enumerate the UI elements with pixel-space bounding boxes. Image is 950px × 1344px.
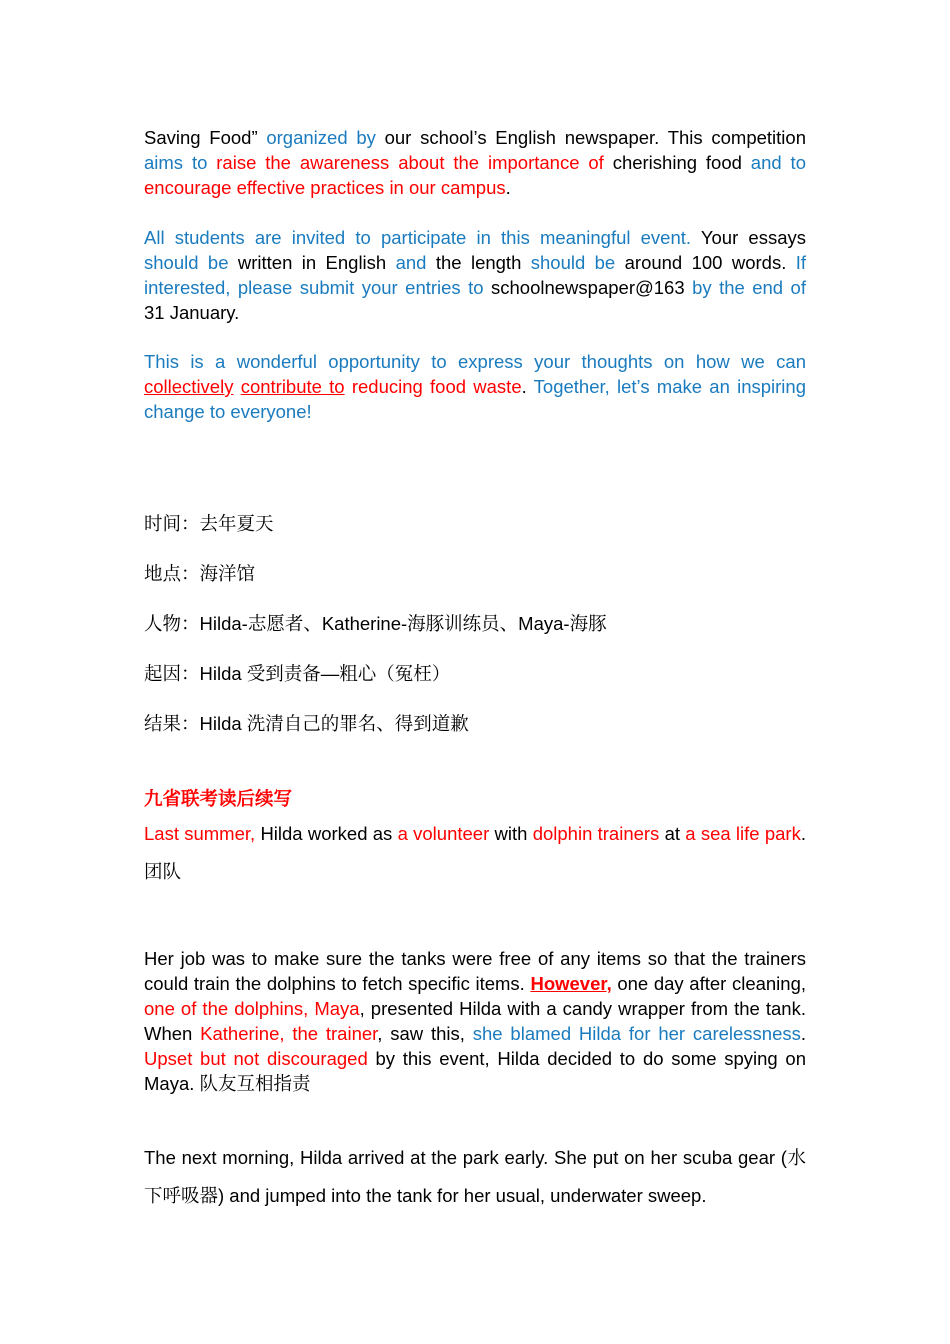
text-span: , saw this,: [377, 1023, 465, 1044]
highlight-blue: should be: [521, 252, 616, 273]
outline-cause: 起因：Hilda 受到责备—粗心（冤枉）: [144, 663, 451, 684]
highlight-blue: she blamed Hilda for her carelessness: [464, 1023, 801, 1044]
text-span: Your essays: [691, 227, 806, 248]
highlight-red: Katherine, the trainer: [192, 1023, 378, 1044]
highlight-blue: should be: [144, 252, 229, 273]
highlight-red: encourage effective practices in our campus: [144, 177, 506, 198]
story-body-paragraph: [144, 946, 806, 1096]
text-span: cherishing food: [603, 152, 742, 173]
highlight-red: Upset but not discouraged: [144, 1048, 368, 1069]
participation-paragraph: [144, 225, 806, 325]
outline-place: 地点：海洋馆: [144, 563, 256, 584]
text-span: Hilda worked as: [255, 823, 393, 844]
highlight-red: dolphin trainers: [527, 823, 660, 844]
outline-time: 时间：去年夏天: [144, 513, 274, 534]
section-heading: 九省联考读后续写: [144, 788, 293, 809]
text-span: , presented Hilda with a candy wrapper from the tank. When: [144, 998, 806, 1044]
highlight-blue: and to: [741, 152, 806, 173]
underlined-red: collectively: [144, 376, 234, 397]
text-span: .: [505, 177, 511, 198]
text-span: around 100 words.: [615, 252, 787, 273]
highlight-blue: organized by: [257, 127, 376, 148]
text-span: 31 January.: [144, 302, 240, 323]
outline-result: 结果：Hilda 洗清自己的罪名、得到道歉: [144, 713, 469, 734]
highlight-blue: by the end of: [684, 277, 806, 298]
text-span: .: [800, 1023, 807, 1044]
highlight-blue: All students are invited to participate in this meaningful event.: [144, 227, 692, 248]
story-next-morning-paragraph: [144, 1139, 806, 1215]
highlight-blue: aims to: [144, 152, 208, 173]
text-span: written in English: [228, 252, 387, 273]
text-span: Saving Food”: [144, 127, 258, 148]
highlight-blue: and: [386, 252, 427, 273]
text-span: . 团队: [144, 823, 806, 882]
text-span: by this event, Hilda decided to do some spying on Maya. 队友互相指责: [144, 1048, 806, 1094]
competition-paragraph: [144, 125, 806, 200]
outline-people: 人物：Hilda-志愿者、Katherine-海豚训练员、Maya-海豚: [144, 613, 607, 634]
highlight-red: a volunteer: [392, 823, 490, 844]
story-intro-paragraph: [144, 815, 806, 891]
text-span: with: [489, 823, 528, 844]
text-span: the length: [426, 252, 522, 273]
text-span: our school’s English newspaper. This competition: [375, 127, 806, 148]
text-span: The next morning, Hilda arrived at the park early. She put on her scuba gear (水下呼吸器) and jumped into the tank for her usual, underwater sweep.: [144, 1147, 806, 1206]
highlight-blue: Together, let’s make an inspiring change to everyone!: [144, 376, 806, 422]
text-span: .: [521, 376, 527, 397]
highlight-red: reducing food waste: [351, 376, 522, 397]
highlight-red: raise the awareness about the importance of: [207, 152, 604, 173]
underlined-red: contribute to: [240, 376, 345, 397]
highlight-red: one of the dolphins, Maya: [144, 998, 360, 1019]
highlight-blue: This is a wonderful opportunity to express your thoughts on how we can: [144, 351, 806, 372]
underlined-red-bold: However,: [530, 973, 612, 994]
email-address: schoolnewspaper@163: [483, 277, 685, 298]
text-span: Her job was to make sure the tanks were free of any items so that the trainers could train the dolphins to fetch specific items.: [144, 948, 806, 994]
text-span: one day after cleaning,: [611, 973, 807, 994]
text-span: at: [659, 823, 681, 844]
highlight-blue: If interested, please submit your entries to: [144, 252, 807, 298]
highlight-red: Last summer,: [144, 823, 256, 844]
opportunity-paragraph: [144, 349, 806, 424]
highlight-red: a sea life park: [680, 823, 801, 844]
